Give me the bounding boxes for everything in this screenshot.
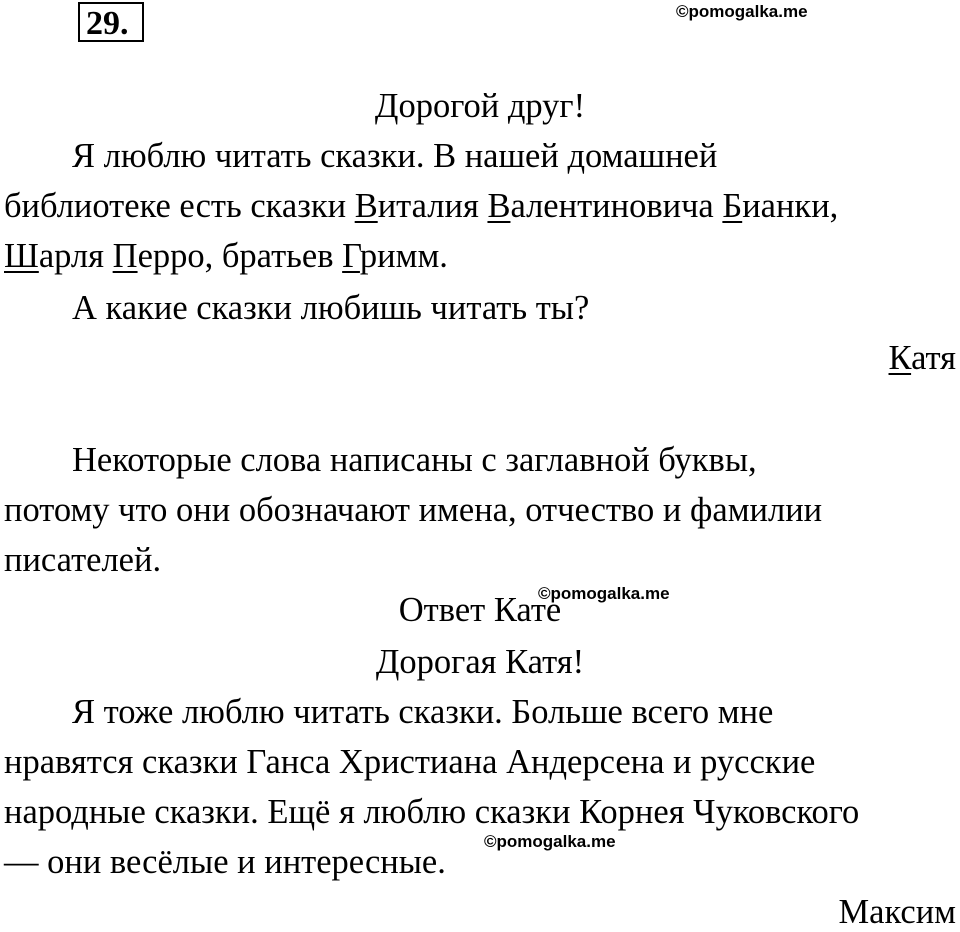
exercise-number: 29. bbox=[78, 2, 144, 42]
explanation-line-2: потому что они обозначают имена, отчество и фамилии bbox=[4, 491, 823, 529]
text: арля bbox=[38, 237, 113, 275]
letter1-line-2 bbox=[4, 186, 838, 226]
text: римм. bbox=[359, 237, 448, 275]
text: алентиновича bbox=[510, 187, 723, 225]
letter2-line-2: нравятся сказки Ганса Христиана Андерсена и русские bbox=[4, 743, 816, 781]
underlined-capital: Ш bbox=[4, 237, 39, 275]
letter1-line-3 bbox=[4, 236, 448, 276]
watermark-top: ©pomogalka.me bbox=[676, 2, 808, 21]
watermark-middle: ©pomogalka.me bbox=[538, 584, 670, 603]
letter2-line-4: — они весёлые и интересные. bbox=[4, 843, 446, 881]
text: атя bbox=[911, 339, 956, 377]
letter1-greeting: Дорогой друг! bbox=[374, 87, 586, 125]
letter1-line-4: А какие сказки любишь читать ты? bbox=[72, 289, 590, 327]
watermark-bottom: ©pomogalka.me bbox=[484, 832, 616, 851]
underlined-capital: П bbox=[112, 237, 138, 275]
letter2-greeting: Дорогая Катя! bbox=[375, 643, 585, 681]
underlined-capital: Б bbox=[722, 187, 743, 225]
letter1-line-1: Я люблю читать сказки. В нашей домашней bbox=[72, 137, 718, 175]
text: италия bbox=[377, 187, 488, 225]
text: библиотеке есть сказки bbox=[4, 187, 355, 225]
underlined-capital: К bbox=[888, 339, 912, 377]
explanation-line-3: писателей. bbox=[4, 541, 162, 579]
letter2-line-1: Я тоже люблю читать сказки. Больше всего мне bbox=[72, 693, 774, 731]
letter2-line-3: народные сказки. Ещё я люблю сказки Корнея Чуковского bbox=[4, 793, 860, 831]
underlined-capital: В bbox=[354, 187, 378, 225]
text: ианки, bbox=[742, 187, 839, 225]
underlined-capital: Г bbox=[342, 237, 360, 275]
explanation-line-1: Некоторые слова написаны с заглавной буквы, bbox=[72, 441, 757, 479]
letter2-signature: Максим bbox=[838, 893, 956, 931]
text: ерро, братьев bbox=[137, 237, 343, 275]
letter2-title: Ответ Кате bbox=[398, 591, 562, 629]
letter1-signature bbox=[889, 338, 956, 378]
underlined-capital: В bbox=[487, 187, 511, 225]
